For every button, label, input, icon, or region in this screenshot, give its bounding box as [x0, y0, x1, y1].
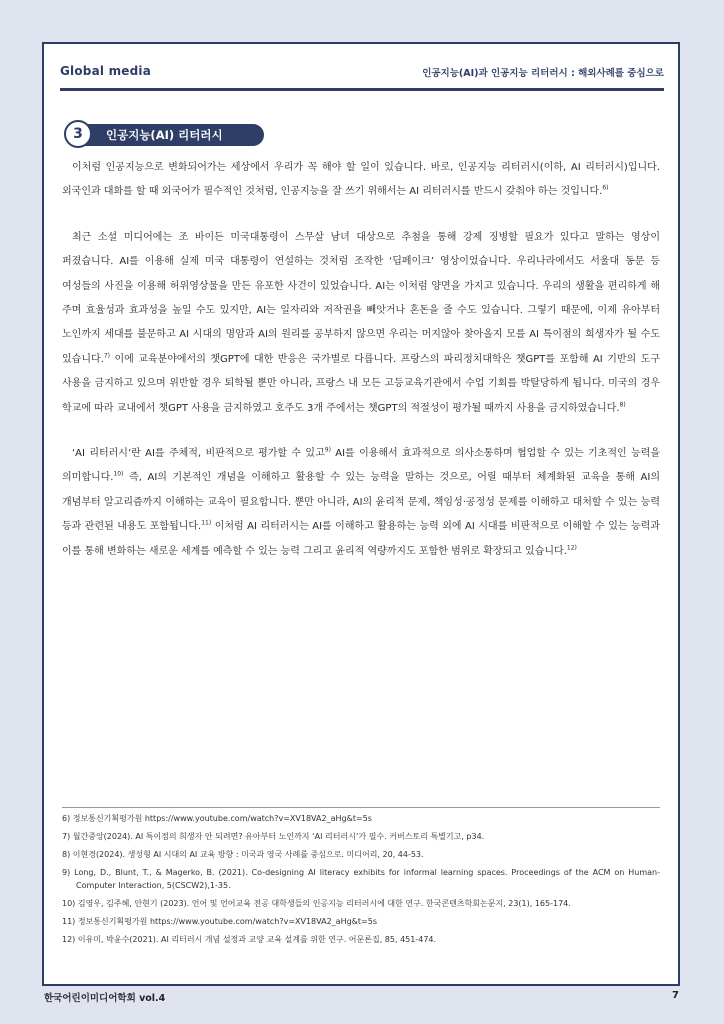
footnote-ref[interactable]: 6): [602, 185, 609, 193]
paragraph-text: AI를 이용해서 효과적으로 의사소통하며 협업할 수 있는 기초적인 능력을 의미합니다.: [62, 448, 660, 484]
footnote-11: 11) 정보통신기획평가원 https://www.youtube.com/watch?v=XV18VA2_aHg&t=5s: [62, 917, 378, 926]
footnote-ref[interactable]: 11): [201, 519, 212, 527]
footnote-7: 7) 월간중앙(2024). AI 특이점의 희생자 안 되려면? 유아부터 노인까지 ‘AI 리터러시’가 필수. 커버스토리 특별기고, p34.: [62, 832, 485, 841]
paragraph-text: 이처럼 인공지능으로 변화되어가는 세상에서 우리가 꼭 해야 할 일이 있습니다. 바로, 인공지능 리터러시(이하, AI 리터러시)입니다. 외국인과 대화를 할 때 외국어가 필수적인 것처럼, 인공지능을 잘 쓰기 위해서는 AI 리터러시를 반드시 갖춰야 하는 것입니다.: [62, 162, 660, 198]
footnote-ref[interactable]: 7): [103, 352, 110, 360]
footnote-ref[interactable]: 12): [566, 544, 577, 552]
footnote-ref[interactable]: 10): [113, 471, 124, 479]
footnote-divider: [62, 807, 660, 808]
paragraph-text: 이에 교육분야에서의 챗GPT에 대한 반응은 국가별로 다릅니다. 프랑스의 파리정치대학은 챗GPT를 포함해 AI 기반의 도구 사용을 금지하고 있으며 위반할 경우 퇴학될 뿐만 아니라, 프랑스 내 모든 고등교육기관에서 수업 기회를 박탈당하게 됩니다. 미국의 경우 학교에 따라 교내에서 챗GPT 사용을 금지하였고 호주도 3개 주에서는 챗GPT의 적절성이 평가될 때까지 사용을 금지하였습니다.: [62, 353, 660, 414]
paragraph-3: [62, 442, 660, 564]
paragraph-1: [62, 156, 660, 205]
footnote-6: 6) 정보통신기획평가원 https://www.youtube.com/watch?v=XV18VA2_aHg&t=5s: [62, 814, 372, 823]
footnote-8: 8) 이현경(2024). 생성형 AI 시대의 AI 교육 방향 : 미국과 영국 사례를 중심으로. 미디어리, 20, 44-53.: [62, 850, 424, 859]
journal-name: 한국어린이미디어학회 vol.4: [44, 993, 166, 1004]
paragraph-text: ‘AI 리터러시’란 AI를 주체적, 비판적으로 평가할 수 있고: [72, 448, 325, 460]
paragraph-text: 이처럼 AI 리터러시는 AI를 이해하고 활용하는 능력 외에 AI 시대를 비판적으로 이해할 수 있는 능력과 이를 통해 변화하는 새로운 세계를 예측할 수 있는 능력 그리고 윤리적 역량까지도 포함한 범위로 확장되고 있습니다.: [62, 521, 660, 557]
footnote-ref[interactable]: 8): [619, 401, 626, 409]
running-title: 인공지능(AI)과 인공지능 리터러시 : 해외사례를 중심으로: [422, 68, 664, 79]
paragraph-text: 즉, AI의 기본적인 개념을 이해하고 활용할 수 있는 능력을 말하는 것으로, 어릴 때부터 체계화된 교육을 통해 AI의 개념부터 알고리즘까지 이해하는 교육이 필요합니다. 뿐만 아니라, AI의 윤리적 문제, 책임성·공정성 문제를 이해하고 대처할 수 있는 능력 등과 관련된 내용도 포함됩니다.: [62, 472, 660, 533]
page-sheet: [42, 42, 680, 986]
footnote-ref[interactable]: 9): [324, 446, 331, 454]
section-number: 3: [64, 120, 92, 148]
body-text: [62, 156, 660, 585]
paragraph-2: [62, 226, 660, 421]
footnote-12: 12) 이유미, 박윤수(2021). AI 리터러시 개념 설정과 교양 교육 설계를 위한 연구. 어문론집, 85, 451-474.: [62, 935, 437, 944]
footnote-10: 10) 김영우, 김주혜, 안현기 (2023). 언어 및 언어교육 전공 대학생들의 인공지능 리터러시에 대한 연구. 한국콘텐츠학회논문지, 23(1), 165-174.: [62, 899, 571, 908]
page-number: 7: [672, 990, 679, 1001]
paragraph-text: 최근 소셜 미디어에는 조 바이든 미국대통령이 스무살 남녀 대상으로 추첨을 통해 강제 징병할 필요가 있다고 말하는 영상이 퍼졌습니다. AI를 이용해 실제 미국 대통령이 연설하는 것처럼 조작한 ‘딥페이크’ 영상이었습니다. 우리나라에서도 서울대 동문 등 여성들의 사진을 이용해 허위영상물을 만든 유포한 사건이 있었습니다. AI는 이처럼 양면을 가지고 있습니다. 우리의 생활을 편리하게 해 주며 효율성과 효과성을 높일 수도 있지만, AI는 일자리와 저작권을 빼앗거나 혼돈을 줄 수도 있습니다. 그렇기 때문에, 이제 유아부터 노인까지 세대를 불문하고 AI 시대의 명암과 AI의 원리를 공부하지 않으면 우리는 머지않아 찾아올지 모를 AI 특이점의 희생자가 될 수도 있습니다.: [62, 231, 660, 365]
footnote-9: 9) Long, D., Blunt, T., & Magerko, B. (2021). Co-designing AI literacy exhibits for informal learning spaces. Proceedings of the ACM on Human-Computer Interaction, 5(CSCW2),1-35.: [62, 868, 660, 890]
page-header: [60, 58, 664, 91]
brand-label: Global media: [60, 64, 152, 78]
footnotes: [62, 812, 660, 951]
section-title: 인공지능(AI) 리터러시: [106, 128, 223, 142]
